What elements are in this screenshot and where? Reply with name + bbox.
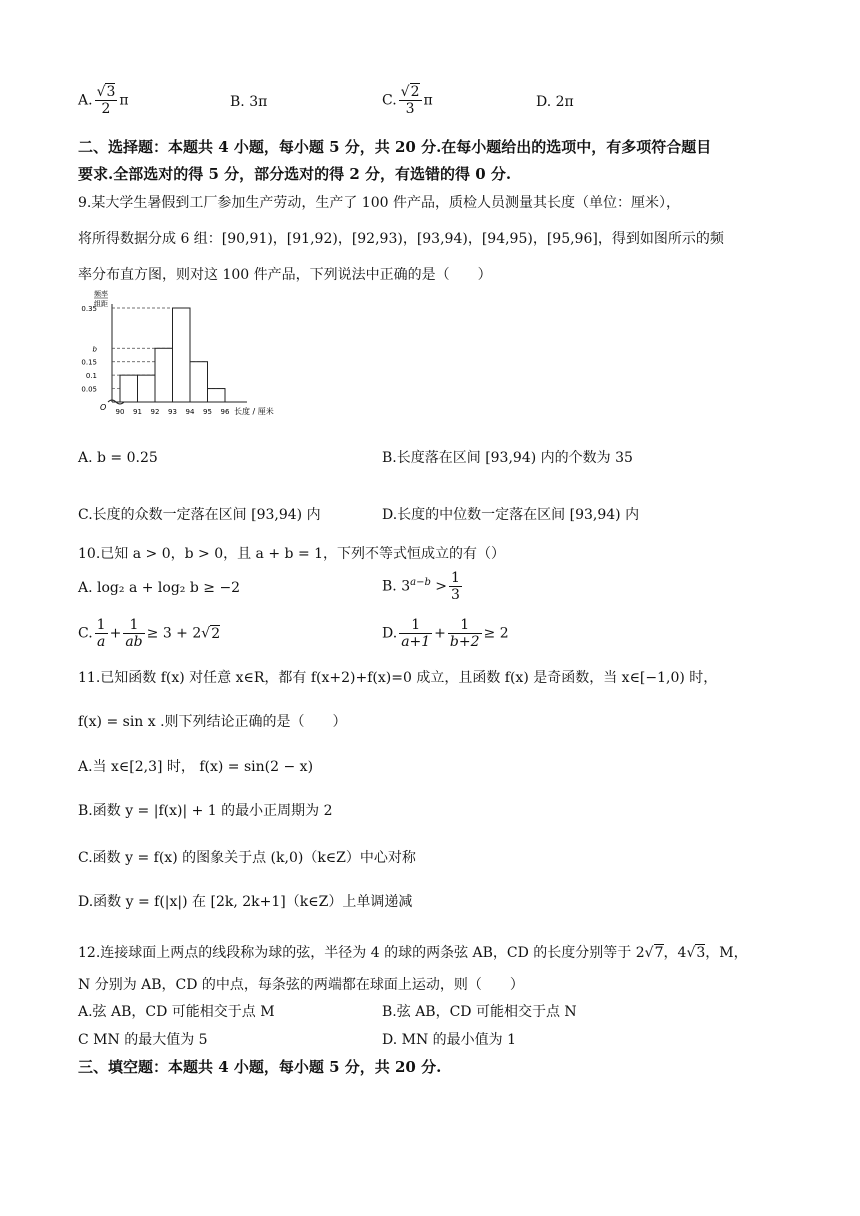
q11-option-d: D.函数 y = f(|x|) 在 [2k, 2k+1]（k∈Z）上单调递减 [78,894,413,910]
q8-option-d: D. 2π [536,94,574,110]
q9-stem-line1: 9.某大学生暑假到工厂参加生产劳动，生产了 100 件产品，质检人员测量其长度（单位：厘米）， [78,195,680,211]
histogram-bar [208,389,226,402]
q10-option-b: B. $3^{a-b}$ > $\frac{1}{3}$ [382,570,460,603]
q10-stem: 10.已知 a > 0，b > 0，且 a + b = 1，下列不等式恒成立的有（） [78,546,506,562]
x-tick-label: 96 [220,408,230,416]
x-tick-label: 90 [115,408,125,416]
fraction: $\frac{√3}{2}$ [96,84,116,117]
q11-stem-line2: f(x) = sin x .则下列结论正确的是（ ） [78,714,347,730]
histogram-bar [190,362,208,402]
q10-option-c: C. $\frac{1}{a}$ + $\frac{1}{ab}$ ≥ 3 + 2√2 [78,617,221,650]
histogram-bar [120,375,138,402]
q8-option-c: C. $\frac{√2}{3}$ π [382,84,433,117]
x-tick-label: 92 [150,408,160,416]
q9-option-a: A. b = 0.25 [78,450,158,466]
section3-heading: 三、填空题：本题共 4 小题，每小题 5 分，共 20 分. [78,1058,442,1076]
origin-label: O [100,403,107,412]
section2-heading-line2: 要求.全部选对的得 5 分，部分选对的得 2 分，有选错的得 0 分. [78,165,512,183]
q11-option-c: C.函数 y = f(x) 的图象关于点 (k,0)（k∈Z）中心对称 [78,850,416,866]
q8-option-a: A. $\frac{√3}{2}$ π [78,84,129,117]
q10-option-d: D. $\frac{1}{a+1}$ + $\frac{1}{b+2}$ ≥ 2 [382,617,509,650]
histogram-bar [173,308,191,402]
q9-stem-line3: 率分布直方图，则对这 100 件产品，下列说法中正确的是（ ） [78,267,492,283]
q8-option-b: B. 3π [230,94,268,110]
q12-option-a: A.弦 AB，CD 可能相交于点 M [78,1004,275,1020]
x-tick-label: 91 [133,408,142,416]
x-tick-label: 95 [203,408,212,416]
q10-option-a: A. log₂ a + log₂ b ≥ −2 [78,580,241,596]
frequency-histogram [72,284,302,424]
q9-stem-line2: 将所得数据分成 6 组：[90,91)，[91,92)，[92,93)，[93,94)，[94,95)，[95,96]，得到如图所示的频 [78,231,724,247]
section2-heading-line1: 二、选择题：本题共 4 小题，每小题 5 分，共 20 分.在每小题给出的选项中，有多项符合题目 [78,138,712,156]
q12-option-c: C MN 的最大值为 5 [78,1032,208,1048]
q9-option-b: B.长度落在区间 [93,94) 内的个数为 35 [382,450,633,466]
y-tick-label: 0.15 [81,358,97,367]
histogram-bar [138,375,156,402]
fraction: $\frac{1}{b+2}$ [449,617,480,650]
q9-option-c: C.长度的众数一定落在区间 [93,94) 内 [78,507,321,523]
fraction: $\frac{1}{a}$ [96,617,106,650]
q11-option-b: B.函数 y = |f(x)| + 1 的最小正周期为 2 [78,803,333,819]
x-axis-label: 长度 / 厘米 [234,407,274,416]
q12-stem-line2: N 分别为 AB，CD 的中点，每条弦的两端都在球面上运动，则（ ） [78,977,524,993]
x-tick-label: 93 [168,408,177,416]
y-tick-label: 0.35 [81,305,97,313]
y-label-denominator: 组距 [94,300,108,308]
fraction: $\frac{√2}{3}$ [400,84,420,117]
fraction: $\frac{1}{a+1}$ [401,617,431,650]
x-tick-label: 94 [185,408,195,416]
fraction: $\frac{1}{ab}$ [125,617,143,650]
q11-option-a: A.当 x∈[2,3] 时， f(x) = sin(2 − x) [78,759,314,775]
y-tick-label: 0.05 [81,385,97,394]
q11-stem-line1: 11.已知函数 f(x) 对任意 x∈R，都有 f(x+2)+f(x)=0 成立，且函数 f(x) 是奇函数，当 x∈[−1,0) 时， [78,670,718,686]
histogram-bar [155,348,173,402]
y-tick-label: 0.1 [85,372,97,381]
y-tick-label: b [92,345,97,354]
q12-option-b: B.弦 AB，CD 可能相交于点 N [382,1004,577,1020]
q12-option-d: D. MN 的最小值为 1 [382,1032,517,1048]
y-label-numerator: 频率 [94,290,108,298]
q9-option-d: D.长度的中位数一定落在区间 [93,94) 内 [382,507,640,523]
q12-stem-line1: 12.连接球面上两点的线段称为球的弦，半径为 4 的球的两条弦 AB，CD 的长度分别等于 2√7，4√3，M， [78,945,748,961]
fraction: $\frac{1}{3}$ [451,570,460,603]
